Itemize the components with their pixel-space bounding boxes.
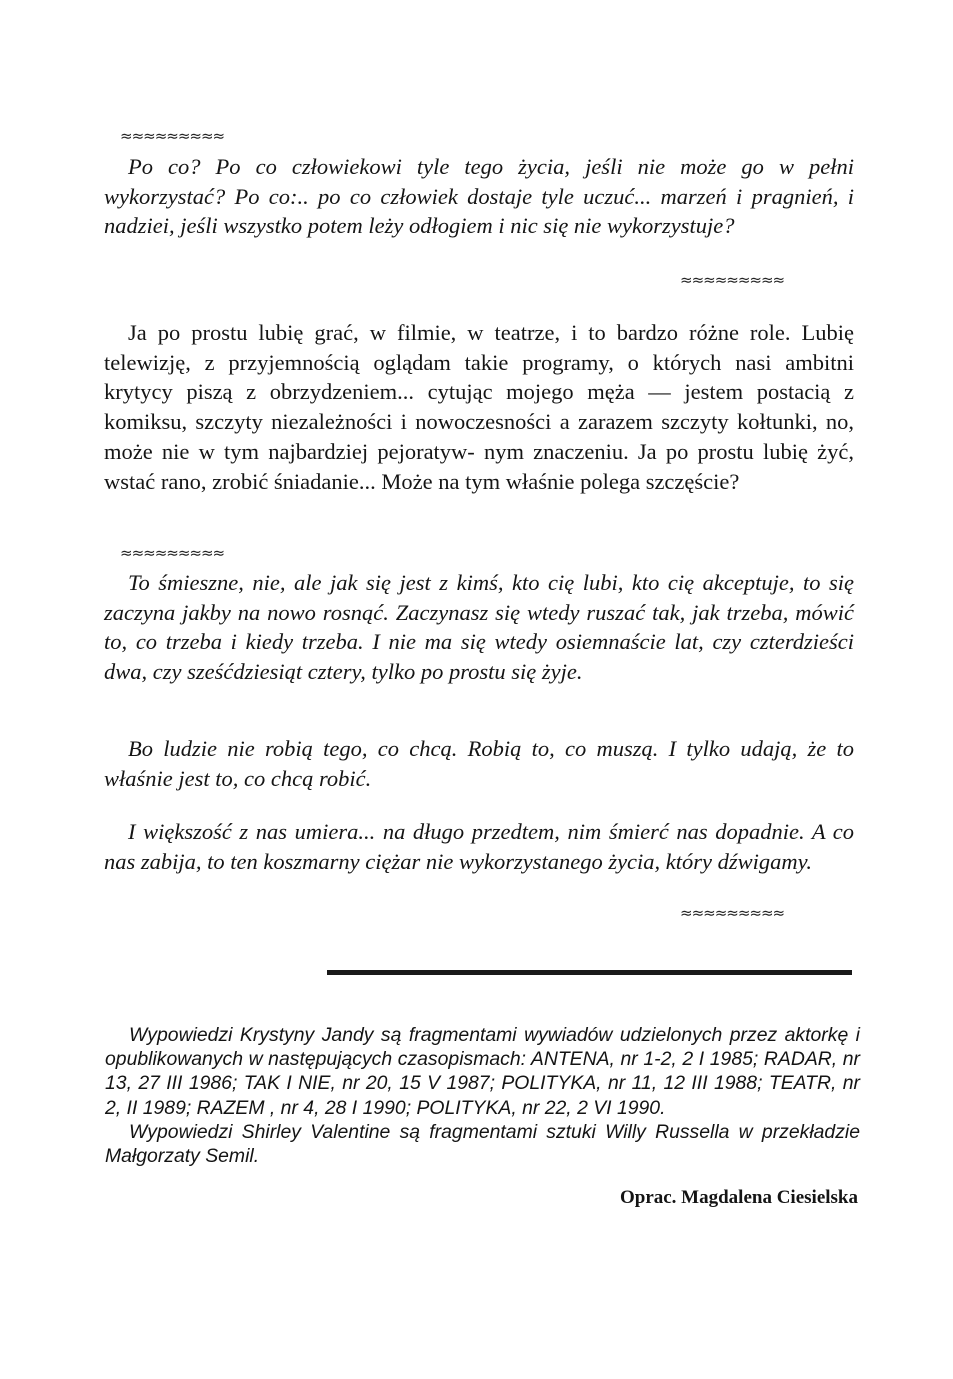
separator-after-quote-1: ≈≈≈≈≈≈≈≈≈ xyxy=(680,271,785,289)
separator-bottom: ≈≈≈≈≈≈≈≈≈ xyxy=(680,904,785,922)
quote-paragraph-5: I większość z nas umiera... na długo przedtem, nim śmierć nas dopadnie. A co nas zabija, to ten koszmarny ciężar nie wykorzystanego życia, który dźwigamy. xyxy=(104,819,854,874)
quote-paragraph-2: Ja po prostu lubię grać, w filmie, w teatrze, i to bardzo różne role. Lubię telewizję, z przyjemnością oglądam takie programy, o których nasi ambitni krytycy piszą z obrzydzeniem... cytując mojego męża — jestem postacią z komiksu, szczyty niezależności i nowoczesności a zarazem szczyty kołtunki, no, może nie w tym najbardziej pejoratyw- nym znaczeniu. Ja po prostu lubię żyć, wstać rano, zrobić śniadanie... Może na tym właśnie polega szczęście? xyxy=(104,320,854,494)
quote-paragraph-4: Bo ludzie nie robią tego, co chcą. Robią to, co muszą. I tylko udają, że to właśnie jest to, co chcą robić. xyxy=(104,736,854,791)
source-note-interviews: Wypowiedzi Krystyny Jandy są fragmentami wywiadów udzielonych przez aktorkę i opublikowanych w następujących czasopismach: ANTENA, nr 1-2, 2 I 1985; RADAR, nr 13, 27 III 1986; TAK I NIE, nr 20, 15 V 1987; POLITYKA, nr 11, 12 III 1988; TEATR, nr 2, II 1989; RAZEM , nr 4, 28 I 1990; POLITYKA, nr 22, 2 VI 1990. xyxy=(105,1024,860,1119)
separator-before-quote-3: ≈≈≈≈≈≈≈≈≈ xyxy=(120,544,225,562)
editor-credit: Oprac. Magdalena Ciesielska xyxy=(619,1187,858,1208)
source-notes xyxy=(105,1023,860,1168)
quote-paragraph-1: Po co? Po co człowiekowi tyle tego życia, jeśli nie może go w pełni wykorzystać? Po co:.. po co człowiek dostaje tyle uczuć... marzeń i pragnień, i nadziei, jeśli wszystko potem leży odłogiem i nic się nie wykorzystuje? xyxy=(104,154,854,239)
horizontal-rule xyxy=(327,970,852,975)
source-note-play: Wypowiedzi Shirley Valentine są fragmentami sztuki Willy Russella w przekładzie Małgorzaty Semil. xyxy=(105,1120,860,1168)
quote-paragraph-3: To śmieszne, nie, ale jak się jest z kimś, kto cię lubi, kto cię akceptuje, to się zaczyna jakby na nowo rosnąć. Zaczynasz się wtedy ruszać tak, jak trzeba, mówić to, co trzeba i kiedy trzeba. I nie ma się wtedy osiemnaście lat, czy czterdzieści dwa, czy sześćdziesiąt cztery, tylko po prostu się żyje. xyxy=(104,570,854,685)
separator-top: ≈≈≈≈≈≈≈≈≈ xyxy=(120,127,225,145)
